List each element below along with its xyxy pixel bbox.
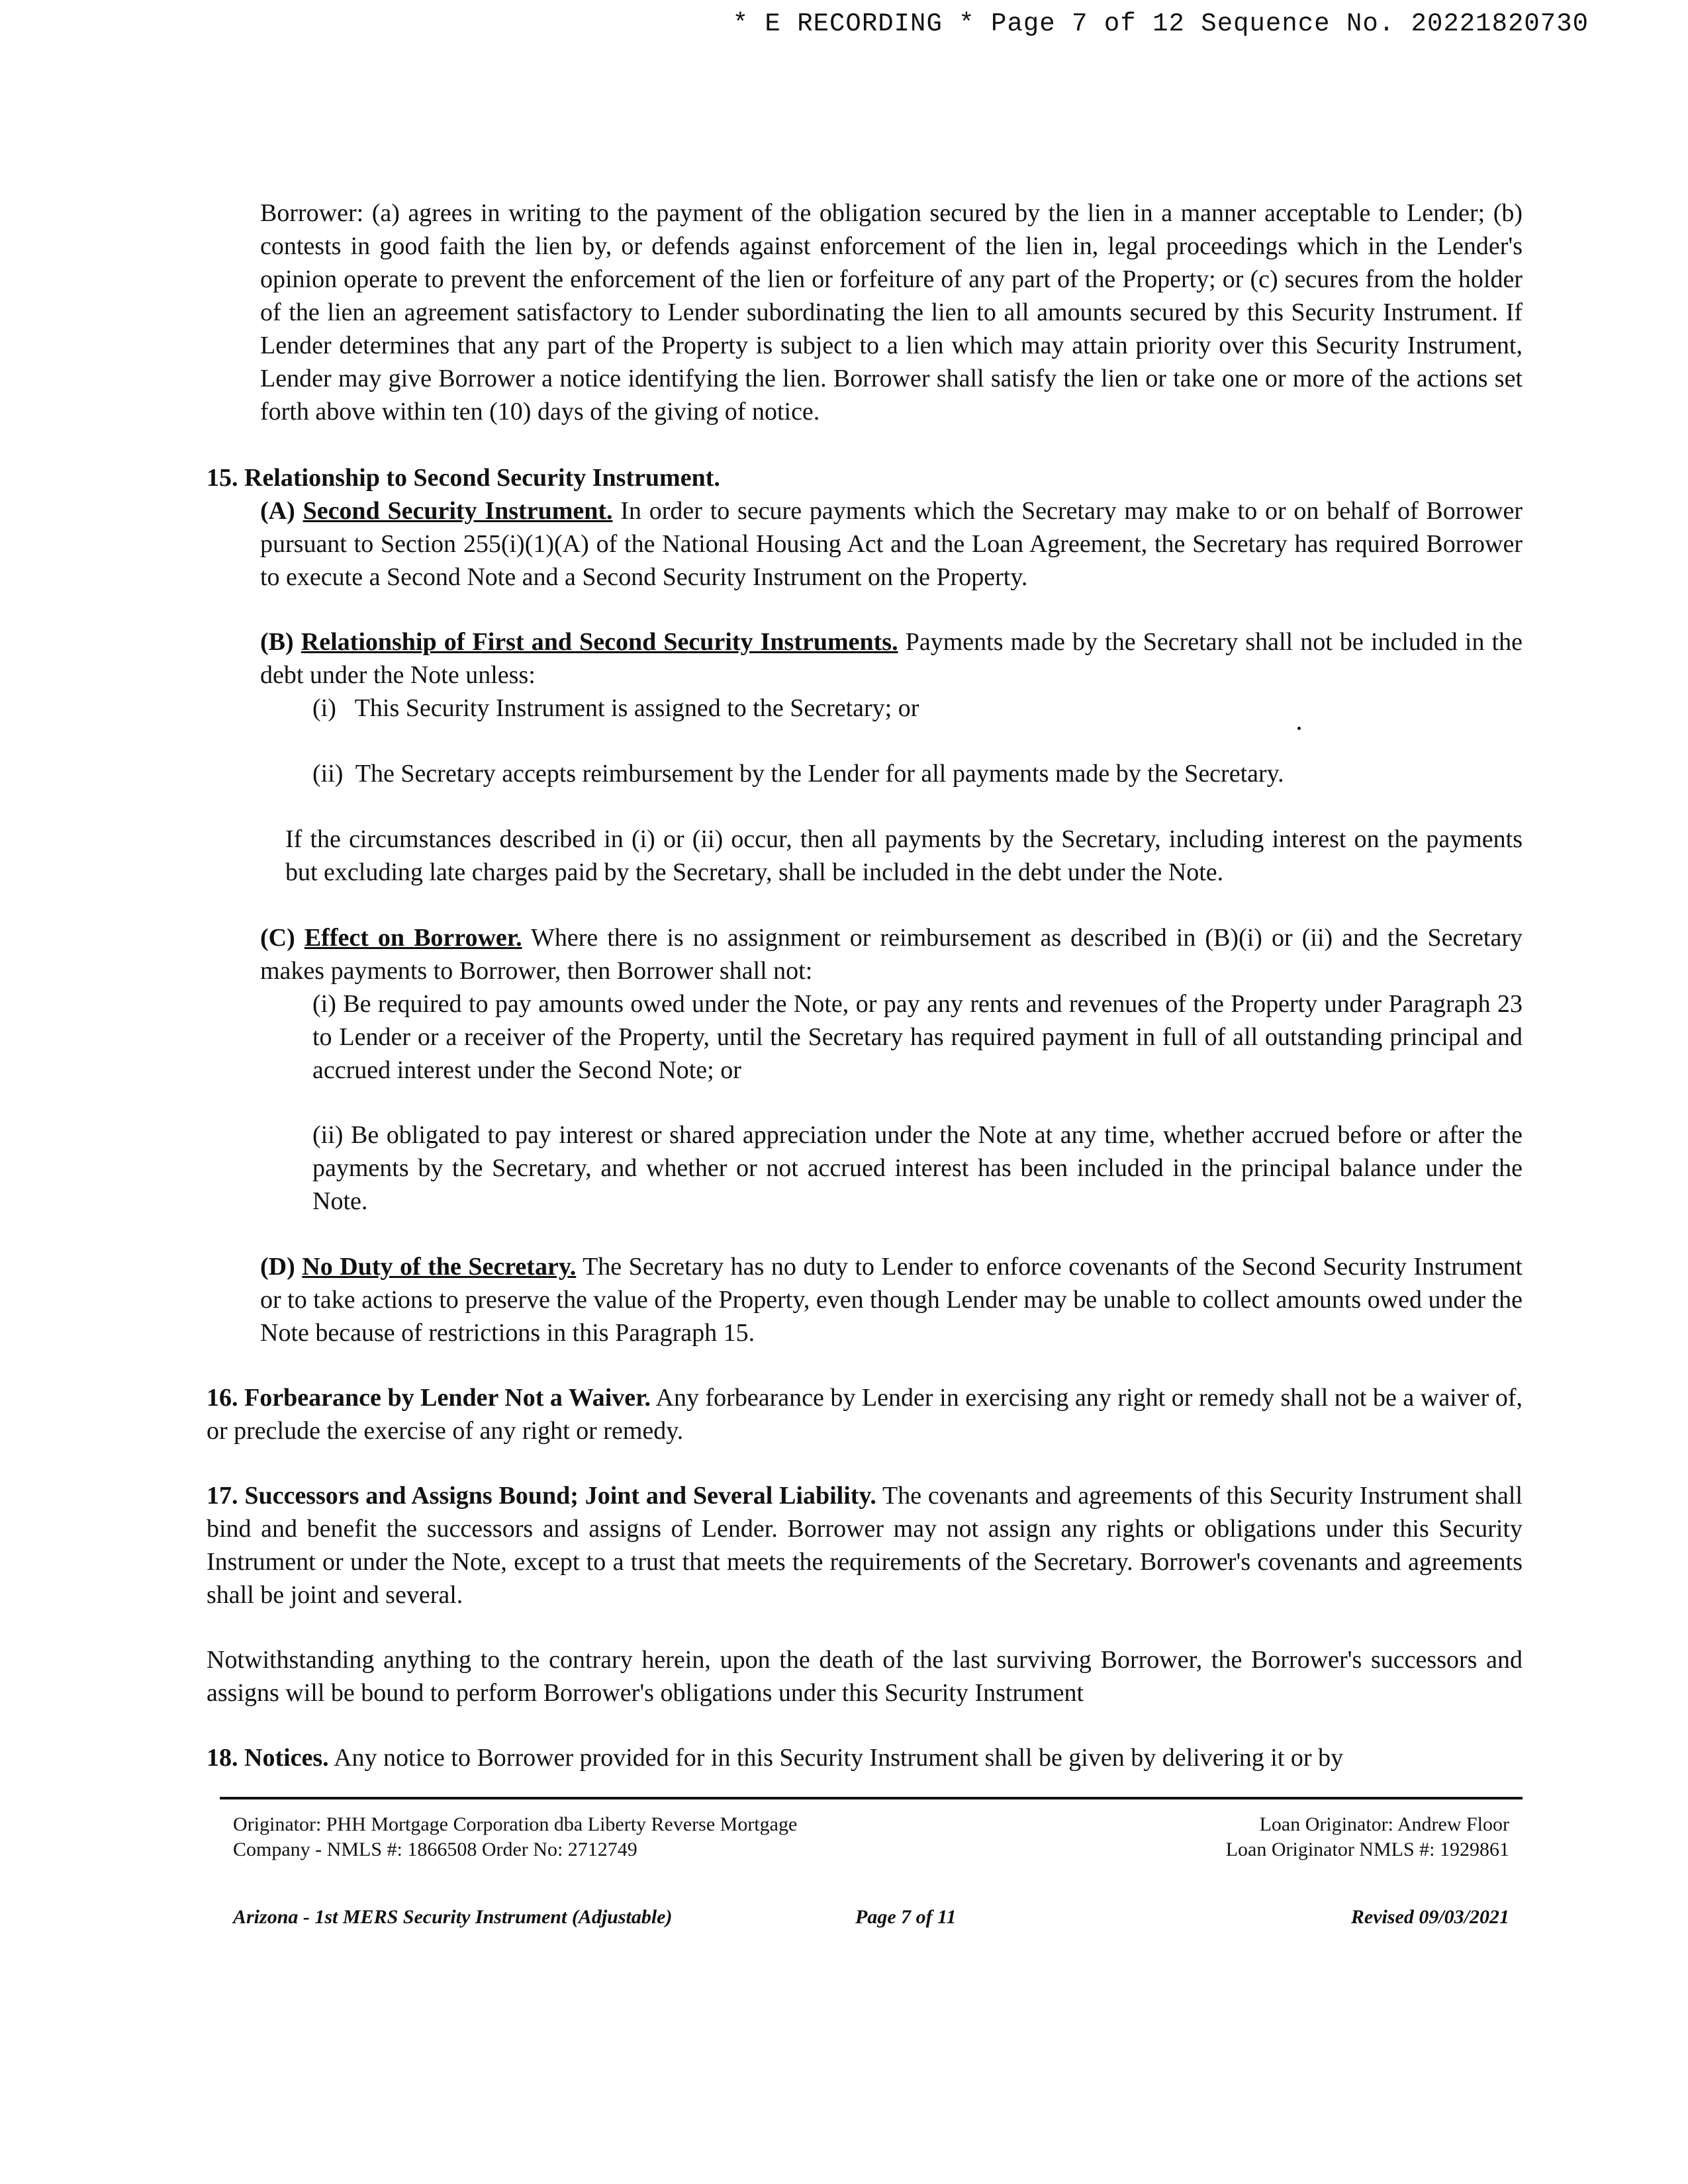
- section-18: [207, 1741, 1523, 1774]
- footer-form-name: Arizona - 1st MERS Security Instrument (Adjustable): [233, 1906, 673, 1928]
- footer-revised: Revised 09/03/2021: [1350, 1906, 1509, 1928]
- section-15-heading: 15. Relationship to Second Security Instrument.: [207, 464, 720, 492]
- section-16-heading: 16. Forbearance by Lender Not a Waiver.: [207, 1384, 651, 1412]
- section-16-text: Any forbearance by Lender in exercising any right or remedy shall not be a waiver of, or preclude the exercise of any right or remedy.: [207, 1384, 1523, 1445]
- intro-paragraph: [260, 197, 1523, 428]
- section-15-b-after: [285, 823, 1523, 889]
- footer-divider: [220, 1797, 1523, 1799]
- section-15-c: [260, 921, 1523, 987]
- footer-loan-originator: [1059, 1812, 1509, 1862]
- section-17-notwithstanding: [207, 1643, 1523, 1709]
- section-15-d: [260, 1250, 1523, 1349]
- recording-header: * E RECORDING * Page 7 of 12 Sequence No. 20221820730: [732, 9, 1589, 38]
- section-15-b-label: (B): [260, 628, 294, 656]
- section-15-c-text: Where there is no assignment or reimbursement as described in (B)(i) or (ii) and the Secretary makes payments to Borrower, then Borrower shall not:: [260, 924, 1523, 985]
- section-15-b-after-text: If the circumstances described in (i) or (ii) occur, then all payments by the Secretary, including interest on the payments but excluding late charges paid by the Secretary, shall be included in the debt under the Note.: [285, 825, 1523, 886]
- section-15-b-title: Relationship of First and Second Security Instruments.: [301, 628, 898, 656]
- section-15-a-label: (A): [260, 497, 295, 525]
- section-15-d-label: (D): [260, 1253, 295, 1281]
- stray-mark: [1297, 727, 1301, 730]
- section-15-c-i-text: (i) Be required to pay amounts owed under the Note, or pay any rents and revenues of the Property under Paragraph 23 to Lender or a receiver of the Property, until the Secretary has required payment in full of all outstanding principal and accrued interest under the Second Note; or: [312, 990, 1523, 1084]
- section-18-heading: 18. Notices.: [207, 1744, 329, 1772]
- intro-paragraph-text: Borrower: (a) agrees in writing to the payment of the obligation secured by the lien in a manner acceptable to Lender; (b) contests in good faith the lien by, or defends against enforcement of the lien in, legal proceedings which in the Lender's opinion operate to prevent the enforcement of the lien or forfeiture of any part of the Property; or (c) secures from the holder of the lien an agreement satisfactory to Lender subordinating the lien to all amounts secured by this Security Instrument. If Lender determines that any part of the Property is subject to a lien which may attain priority over this Security Instrument, Lender may give Borrower a notice identifying the lien. Borrower shall satisfy the lien or take one or more of the actions set forth above within ten (10) days of the giving of notice.: [260, 199, 1523, 426]
- section-15-b-text: Payments made by the Secretary shall not be included in the debt under the Note unless:: [260, 628, 1523, 689]
- footer-originator-line1: Originator: PHH Mortgage Corporation dba Liberty Reverse Mortgage: [233, 1813, 798, 1835]
- footer-loan-originator-line1: Loan Originator: Andrew Floor: [1259, 1813, 1509, 1835]
- footer-page-label: Page 7 of 11: [855, 1906, 957, 1928]
- section-17-heading: 17. Successors and Assigns Bound; Joint and Several Liability.: [207, 1482, 876, 1510]
- section-15-d-title: No Duty of the Secretary.: [302, 1253, 577, 1281]
- section-18-text: Any notice to Borrower provided for in this Security Instrument shall be given by delivering it or by: [328, 1744, 1344, 1772]
- section-15-b-ii: (ii) The Secretary accepts reimbursement by the Lender for all payments made by the Secretary.: [312, 760, 1284, 788]
- section-15-c-ii-text: (ii) Be obligated to pay interest or shared appreciation under the Note at any time, whether accrued before or after the payments by the Secretary, and whether or not accrued interest has been included in the principal balance under the Note.: [312, 1121, 1523, 1215]
- section-15-c-title: Effect on Borrower.: [304, 924, 522, 952]
- footer-loan-originator-line2: Loan Originator NMLS #: 1929861: [1225, 1839, 1509, 1860]
- section-15-c-label: (C): [260, 924, 295, 952]
- section-15-c-i: [312, 987, 1523, 1087]
- section-17-notwithstanding-text: Notwithstanding anything to the contrary herein, upon the death of the last surviving Borrower, the Borrower's successors and assigns will be bound to perform Borrower's obligations under this Security Instrument: [207, 1646, 1523, 1707]
- section-17-text: The covenants and agreements of this Security Instrument shall bind and benefit the successors and assigns of Lender. Borrower may not assign any rights or obligations under this Security Instrument or under the Note, except to a trust that meets the requirements of the Secretary. Borrower's covenants and agreements shall be joint and several.: [207, 1482, 1523, 1609]
- section-15-d-text: The Secretary has no duty to Lender to enforce covenants of the Second Security Instrument or to take actions to preserve the value of the Property, even though Lender may be unable to collect amounts owed under the Note because of restrictions in this Paragraph 15.: [260, 1253, 1523, 1347]
- section-15-a-text: In order to secure payments which the Secretary may make to or on behalf of Borrower pursuant to Section 255(i)(1)(A) of the National Housing Act and the Loan Agreement, the Secretary has required Borrower to execute a Second Note and a Second Security Instrument on the Property.: [260, 497, 1523, 591]
- section-16: [207, 1381, 1523, 1447]
- footer-originator: [233, 1812, 961, 1862]
- section-17: [207, 1479, 1523, 1612]
- section-15-b-i: (i) This Security Instrument is assigned to the Secretary; or: [312, 694, 919, 722]
- section-15-a-title: Second Security Instrument.: [303, 497, 613, 525]
- section-15-a: [260, 494, 1523, 594]
- section-15-b: [260, 625, 1523, 692]
- footer-originator-line2: Company - NMLS #: 1866508 Order No: 2712749: [233, 1839, 637, 1860]
- section-15-c-ii: [312, 1118, 1523, 1218]
